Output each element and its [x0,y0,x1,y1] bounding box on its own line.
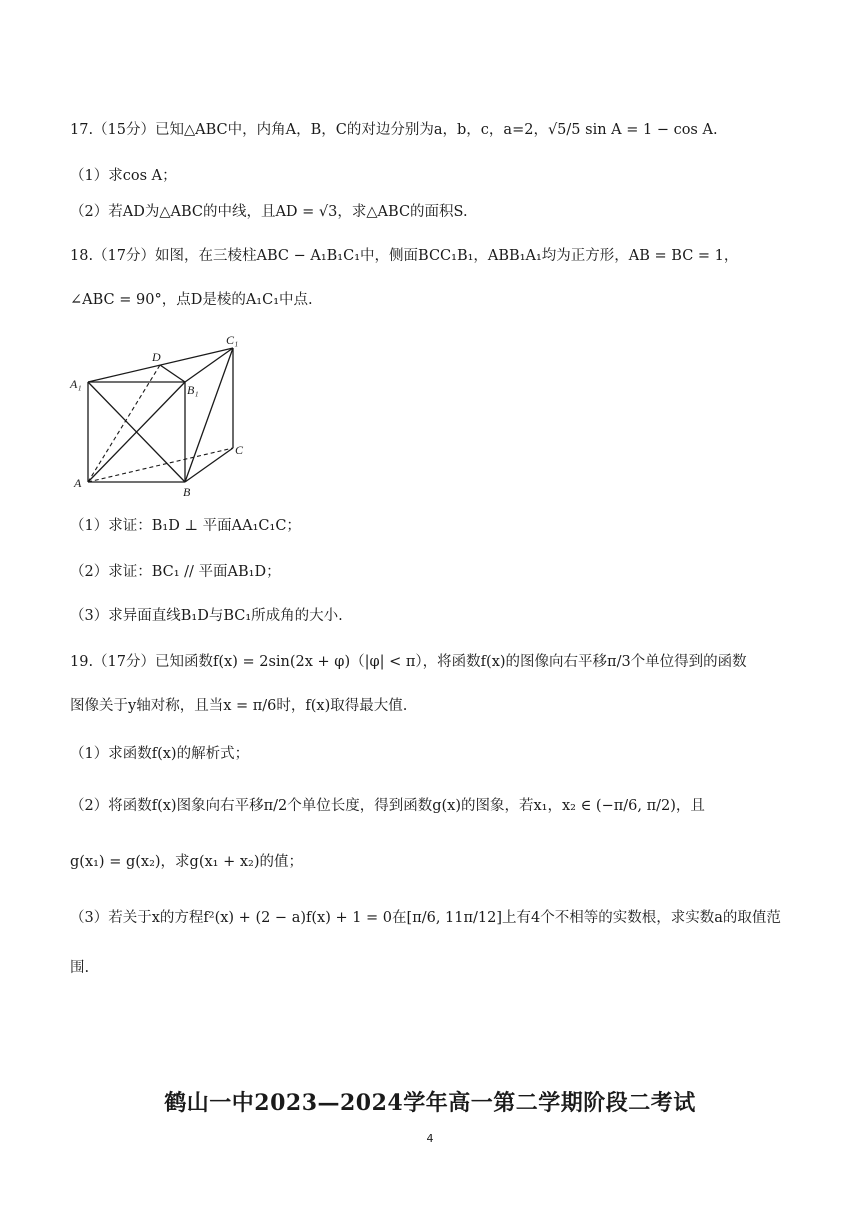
page-number: 4 [426,1132,434,1145]
q19-stem-line1: 19.（17分）已知函数f(x) = 2sin(2x + φ)（|φ| < π），将函数f(x)的图像向右平移π/3个单位得到的函数 [70,654,747,670]
label-C: C [235,443,244,457]
q18-part1: （1）求证：B₁D ⊥ 平面AA₁C₁C； [70,518,301,534]
label-B1: B₁ [187,383,199,397]
edge-AC-hidden [88,448,233,482]
label-A1: A₁ [70,377,82,391]
prism-diagram [68,330,258,500]
q18-part2: （2）求证：BC₁ // 平面AB₁D； [70,564,281,580]
q17-part2: （2）若AD为△ABC的中线，且AD = √3，求△ABC的面积S. [70,204,468,220]
q18-stem-line1: 18.（17分）如图，在三棱柱ABC − A₁B₁C₁中，侧面BCC₁B₁，ABB₁A₁均为正方形，AB = BC = 1， [70,248,739,264]
q19-part2-line2: g(x₁) = g(x₂)，求g(x₁ + x₂)的值； [70,854,303,870]
q19-part1: （1）求函数f(x)的解析式； [70,746,250,762]
segment-B1D [160,365,185,382]
label-C1: C₁ [226,333,239,347]
edge-BC [185,448,233,482]
q17-part1: （1）求cos A； [70,168,177,184]
label-A: A [74,476,82,490]
q19-part3-line1: （3）若关于x的方程f²(x) + (2 − a)f(x) + 1 = 0在[π/6, 11π/12]上有4个不相等的实数根，求实数a的取值范 [70,910,781,926]
label-D: D [152,350,161,364]
label-B: B [183,485,191,499]
q19-part2-line1: （2）将函数f(x)图象向右平移π/2个单位长度，得到函数g(x)的图象，若x₁，x₂ ∈ (−π/6, π/2)，且 [70,798,705,814]
q18-stem-line2: ∠ABC = 90°，点D是棱的A₁C₁中点. [70,292,313,308]
q18-part3: （3）求异面直线B₁D与BC₁所成角的大小. [70,608,343,624]
q19-stem-line2: 图像关于y轴对称，且当x = π/6时，f(x)取得最大值. [70,698,408,714]
q17-stem: 17.（15分）已知△ABC中，内角A，B，C的对边分别为a，b，c，a=2，√5/5 sin A = 1 − cos A. [70,122,718,138]
exam-title: 鹤山一中2023—2024学年高一第二学期阶段二考试 [164,1090,696,1116]
segment-BC1 [185,348,233,482]
q19-part3-line2: 围. [70,960,90,976]
